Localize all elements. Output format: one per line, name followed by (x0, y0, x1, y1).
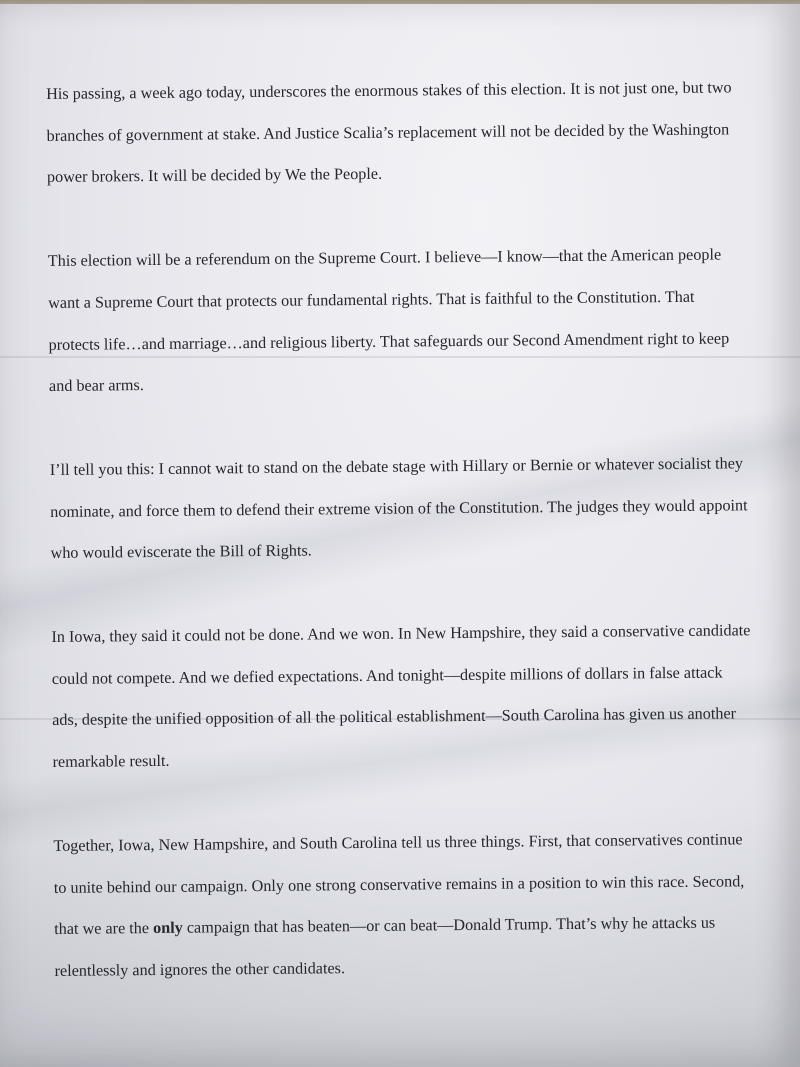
paragraph-3-text: I’ll tell you this: I cannot wait to stand on the debate stage with Hillary or Bernie or whatever socialist they nominate, and force them to defend their extreme vision of the Constitution. The judges they would appoint who would eviscerate the Bill of Rights. (49, 454, 748, 563)
paragraph-2-text: This election will be a referendum on the Supreme Court. I believe—I know—that the American people want a Supreme Court that protects our fundamental rights. That is faithful to the Constitution. That protects life…and marriage…and religious liberty. That safeguards our Second Amendment right to keep and bear arms. (47, 245, 730, 396)
paragraph-3 (50, 443, 751, 575)
paragraph-4 (51, 610, 753, 784)
paragraph-1 (46, 67, 747, 199)
paragraph-1-text: His passing, a week ago today, underscores the enormous stakes of this election. It is not just one, but two branches of government at stake. And Justice Scalia’s replacement will not be decided by the Washington power brokers. It will be decided by We the People. (46, 78, 732, 187)
emphasized-word: only (152, 918, 183, 938)
speech-text (46, 67, 755, 1034)
paragraph-5-text-start: Together, Iowa, New Hampshire, and South Carolina tell us three things. First, that conservatives continue to unite behind our campaign. Only one strong conservative remains in a position to win this race. Second, that we are the (53, 830, 745, 939)
paragraph-5-text-end: campaign that has beaten—or can beat—Donald Trump. That’s why he attacks us relentlessly and ignores the other candidates. (54, 913, 716, 980)
paper-sheet (0, 4, 800, 1067)
paragraph-5 (53, 819, 755, 993)
paragraph-4-text: In Iowa, they said it could not be done. And we won. In New Hampshire, they said a conservative candidate could not compete. And we defied expectations. And tonight—despite millions of dollars in false attack ads, despite the unified opposition of all the political establishment—South Carolina has given us another remarkable result. (51, 621, 751, 772)
paragraph-2 (48, 234, 750, 408)
